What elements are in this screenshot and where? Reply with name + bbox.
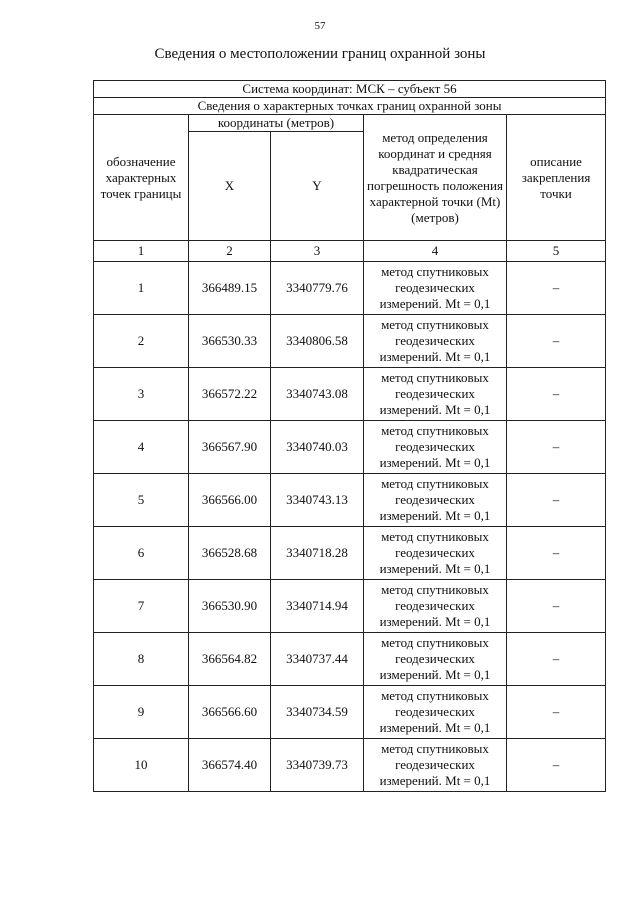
fixing-description-cell: – <box>507 686 606 739</box>
x-coordinate-cell: 366567.90 <box>189 421 271 474</box>
point-number-cell: 4 <box>94 421 189 474</box>
y-coordinate-cell: 3340779.76 <box>271 262 364 315</box>
method-cell: метод спутниковых геодезических измерений. Mt = 0,1 <box>364 368 507 421</box>
x-coordinate-cell: 366572.22 <box>189 368 271 421</box>
y-coordinate-cell: 3340718.28 <box>271 527 364 580</box>
x-coordinate-cell: 366566.60 <box>189 686 271 739</box>
x-coordinate-cell: 366489.15 <box>189 262 271 315</box>
x-coordinate-cell: 366528.68 <box>189 527 271 580</box>
header-x: X <box>189 132 271 241</box>
point-number-cell: 3 <box>94 368 189 421</box>
table-row <box>94 474 606 527</box>
y-coordinate-cell: 3340743.13 <box>271 474 364 527</box>
column-number: 5 <box>507 241 606 262</box>
method-cell: метод спутниковых геодезических измерений. Mt = 0,1 <box>364 739 507 792</box>
point-number-cell: 6 <box>94 527 189 580</box>
point-number-cell: 10 <box>94 739 189 792</box>
table-row <box>94 686 606 739</box>
table-row <box>94 368 606 421</box>
column-number: 1 <box>94 241 189 262</box>
y-coordinate-cell: 3340743.08 <box>271 368 364 421</box>
method-cell: метод спутниковых геодезических измерений. Mt = 0,1 <box>364 686 507 739</box>
table-row <box>94 262 606 315</box>
header-designation: обозначение характерных точек границы <box>94 115 189 241</box>
fixing-description-cell: – <box>507 474 606 527</box>
point-number-cell: 8 <box>94 633 189 686</box>
table-row <box>94 633 606 686</box>
coordinate-system-label: Система координат: МСК – субъект 56 <box>94 81 606 98</box>
x-coordinate-cell: 366574.40 <box>189 739 271 792</box>
fixing-description-cell: – <box>507 421 606 474</box>
column-number: 4 <box>364 241 507 262</box>
y-coordinate-cell: 3340740.03 <box>271 421 364 474</box>
document-title: Сведения о местоположении границ охранной зоны <box>154 46 486 62</box>
fixing-description-cell: – <box>507 262 606 315</box>
fixing-description-cell: – <box>507 368 606 421</box>
y-coordinate-cell: 3340734.59 <box>271 686 364 739</box>
point-number-cell: 7 <box>94 580 189 633</box>
fixing-description-cell: – <box>507 580 606 633</box>
point-number-cell: 2 <box>94 315 189 368</box>
method-cell: метод спутниковых геодезических измерений. Mt = 0,1 <box>364 633 507 686</box>
x-coordinate-cell: 366564.82 <box>189 633 271 686</box>
table-row <box>94 527 606 580</box>
x-coordinate-cell: 366530.33 <box>189 315 271 368</box>
y-coordinate-cell: 3340739.73 <box>271 739 364 792</box>
column-number: 3 <box>271 241 364 262</box>
fixing-description-cell: – <box>507 633 606 686</box>
method-cell: метод спутниковых геодезических измерений. Mt = 0,1 <box>364 527 507 580</box>
table-row <box>94 315 606 368</box>
table-row <box>94 421 606 474</box>
y-coordinate-cell: 3340714.94 <box>271 580 364 633</box>
column-number-row <box>94 241 606 262</box>
y-coordinate-cell: 3340806.58 <box>271 315 364 368</box>
section-label: Сведения о характерных точках границ охранной зоны <box>94 98 606 115</box>
table-row <box>94 739 606 792</box>
point-number-cell: 9 <box>94 686 189 739</box>
point-number-cell: 5 <box>94 474 189 527</box>
fixing-description-cell: – <box>507 315 606 368</box>
point-number-cell: 1 <box>94 262 189 315</box>
page-number: 57 <box>314 20 326 32</box>
boundary-points-table <box>93 80 606 792</box>
header-description: описание закрепления точки <box>507 115 606 241</box>
y-coordinate-cell: 3340737.44 <box>271 633 364 686</box>
table-body <box>94 81 606 792</box>
header-y: Y <box>271 132 364 241</box>
x-coordinate-cell: 366530.90 <box>189 580 271 633</box>
fixing-description-cell: – <box>507 527 606 580</box>
header-method: метод определения координат и средняя квадратическая погрешность положения характерной точки (Mt) (метров) <box>364 115 507 241</box>
method-cell: метод спутниковых геодезических измерений. Mt = 0,1 <box>364 474 507 527</box>
column-number: 2 <box>189 241 271 262</box>
method-cell: метод спутниковых геодезических измерений. Mt = 0,1 <box>364 262 507 315</box>
fixing-description-cell: – <box>507 739 606 792</box>
x-coordinate-cell: 366566.00 <box>189 474 271 527</box>
method-cell: метод спутниковых геодезических измерений. Mt = 0,1 <box>364 315 507 368</box>
table-row <box>94 580 606 633</box>
method-cell: метод спутниковых геодезических измерений. Mt = 0,1 <box>364 580 507 633</box>
header-coordinates: координаты (метров) <box>189 115 364 132</box>
method-cell: метод спутниковых геодезических измерений. Mt = 0,1 <box>364 421 507 474</box>
